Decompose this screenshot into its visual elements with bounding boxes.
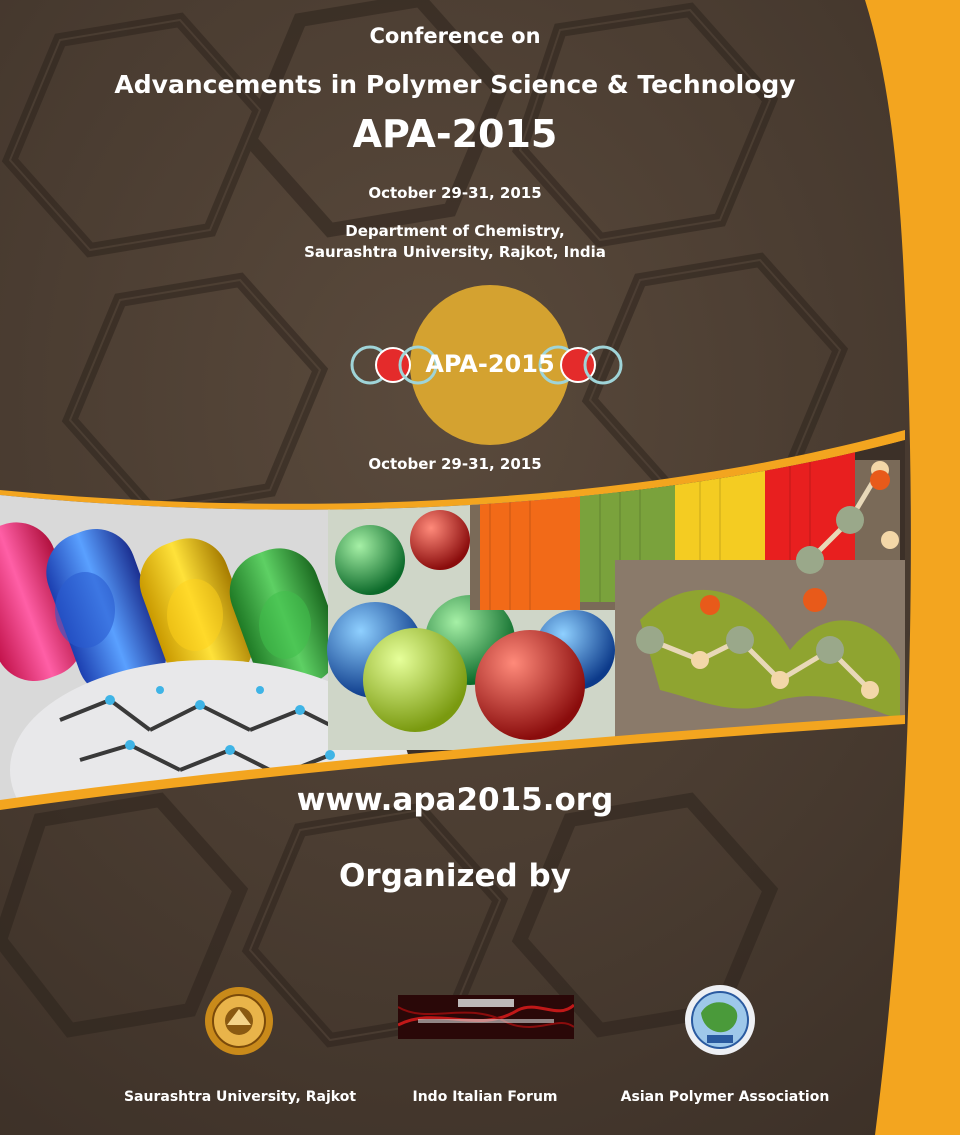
asian-polymer-association-logo: [683, 983, 757, 1057]
department-line-1: Department of Chemistry,: [345, 222, 565, 240]
department-line-2: Saurashtra University, Rajkot, India: [304, 243, 606, 261]
saurashtra-university-logo: [203, 985, 275, 1057]
conference-on-text: Conference on: [369, 24, 541, 48]
organizer-saurashtra-university: Saurashtra University, Rajkot: [123, 1089, 357, 1105]
organized-by-heading: Organized by: [339, 858, 571, 894]
conference-title: Advancements in Polymer Science & Technology: [114, 70, 796, 99]
organizer-indo-italian-forum: Indo Italian Forum: [412, 1089, 558, 1105]
badge-label: APA-2015: [425, 350, 555, 378]
badge-dates: October 29-31, 2015: [368, 455, 542, 473]
conference-dates: October 29-31, 2015: [368, 184, 542, 202]
conference-acronym: APA-2015: [352, 112, 558, 156]
indo-italian-forum-logo: [398, 995, 574, 1039]
website-link[interactable]: www.apa2015.org: [296, 782, 614, 818]
organizer-asian-polymer-association: Asian Polymer Association: [620, 1089, 830, 1105]
